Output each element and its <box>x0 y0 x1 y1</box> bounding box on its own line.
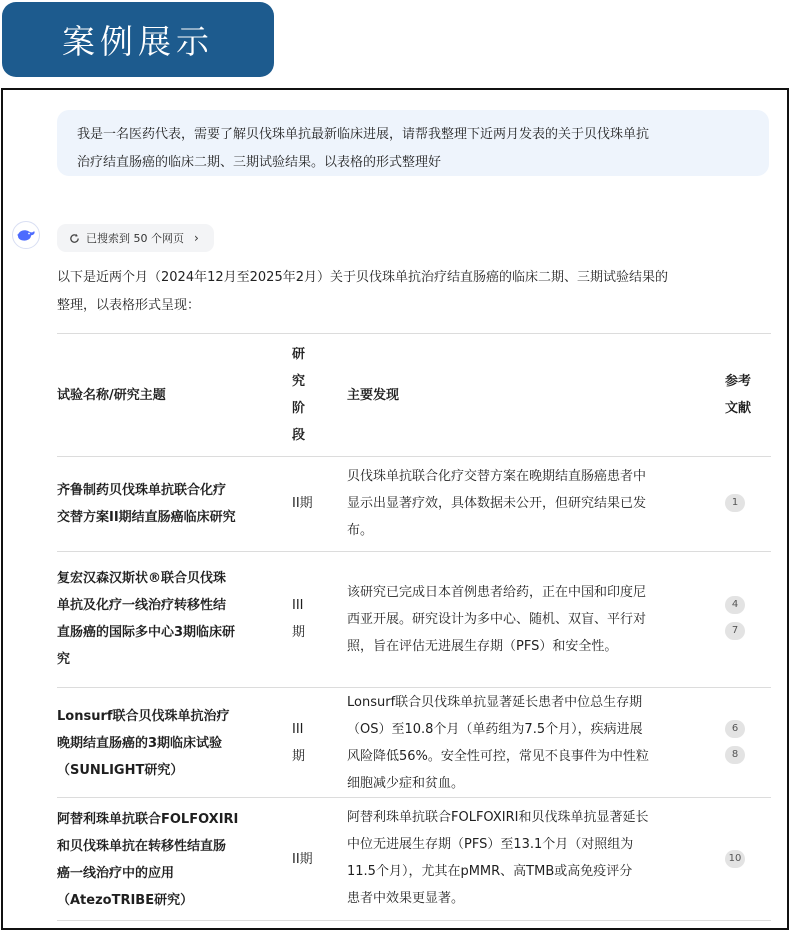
trial-name-line: 齐鲁制药贝伐珠单抗联合化疗 <box>57 483 227 498</box>
header-refs-line: 文献 <box>725 401 752 416</box>
user-message-bubble <box>57 110 769 176</box>
citation-badge[interactable]: 7 <box>725 622 745 640</box>
header-refs-line: 参考 <box>725 374 752 389</box>
trial-findings <box>347 579 707 660</box>
header-stage-char: 阶 <box>292 401 306 416</box>
trial-stage-line: II期 <box>292 496 313 511</box>
trial-name-line: 晚期结直肠癌的3期临床试验 <box>57 736 223 751</box>
findings-line: （OS）至10.8个月（单药组为7.5个月），疾病进展 <box>347 722 643 737</box>
trial-refs <box>725 846 771 872</box>
chevron-right-icon: › <box>194 231 199 245</box>
findings-line: 照，旨在评估无进展生存期（PFS）和安全性。 <box>347 639 618 654</box>
citation-badge[interactable]: 6 <box>725 720 745 738</box>
citation-badge[interactable]: 10 <box>725 850 745 868</box>
trial-name-line: （AtezoTRIBE研究） <box>57 893 194 908</box>
banner-title: 案例展示 <box>2 2 274 77</box>
trial-name-line: 单抗及化疗一线治疗转移性结 <box>57 598 227 613</box>
findings-line: 阿替利珠单抗联合FOLFOXIRI和贝伐珠单抗显著延长 <box>347 810 649 825</box>
trial-name <box>57 806 275 914</box>
trial-name-line: 癌一线治疗中的应用 <box>57 866 175 881</box>
trial-stage-line: III <box>292 722 304 737</box>
trial-name-line: 复宏汉森汉斯状®联合贝伐珠 <box>57 571 227 586</box>
trial-refs <box>725 592 771 644</box>
citation-badge[interactable]: 8 <box>725 746 745 764</box>
trial-name <box>57 565 275 673</box>
table-row <box>57 797 771 921</box>
trial-name-line: Lonsurf联合贝伐珠单抗治疗 <box>57 709 230 724</box>
findings-line: 显示出显著疗效，具体数据未公开，但研究结果已发 <box>347 496 647 511</box>
trial-name-line: 阿替利珠单抗联合FOLFOXIRI <box>57 812 239 827</box>
intro-line: 整理，以表格形式呈现： <box>57 298 201 313</box>
table-row <box>57 456 771 551</box>
table-row <box>57 687 771 797</box>
search-chip-label: 已搜索到 50 个网页 <box>86 232 184 245</box>
trial-stage-line: 期 <box>292 749 306 764</box>
search-results-button[interactable] <box>57 224 214 252</box>
citation-badge[interactable]: 4 <box>725 596 745 614</box>
trial-name-line: 究 <box>57 652 71 667</box>
findings-line: 西亚开展。研究设计为多中心、随机、双盲、平行对 <box>347 612 647 627</box>
trial-findings <box>347 463 707 544</box>
results-table <box>57 333 771 921</box>
chat-screenshot-frame <box>1 88 789 930</box>
refresh-search-icon <box>69 233 80 244</box>
findings-line: 布。 <box>347 523 374 538</box>
trial-stage-line: II期 <box>292 852 313 867</box>
header-stage <box>292 341 318 449</box>
citation-badge[interactable]: 1 <box>725 494 745 512</box>
trial-name-line: 和贝伐珠单抗在转移性结直肠 <box>57 839 227 854</box>
trial-stage <box>292 846 318 873</box>
trial-stage-line: III <box>292 598 304 613</box>
findings-line: 患者中效果更显著。 <box>347 891 465 906</box>
trial-name <box>57 477 275 531</box>
assistant-intro <box>57 264 769 320</box>
trial-name-line: 交替方案II期结直肠癌临床研究 <box>57 510 236 525</box>
header-stage-char: 研 <box>292 347 306 362</box>
trial-stage-line: 期 <box>292 625 306 640</box>
user-message-line: 治疗结直肠癌的临床二期、三期试验结果。以表格的形式整理好 <box>77 155 442 170</box>
user-message-line: 我是一名医药代表，需要了解贝伐珠单抗最新临床进展，请帮我整理下近两月发表的关于贝伐珠单抗 <box>77 127 650 142</box>
trial-refs <box>725 716 771 768</box>
findings-line: 中位无进展生存期（PFS）至13.1个月（对照组为 <box>347 837 634 852</box>
intro-line: 以下是近两个月（2024年12月至2025年2月）关于贝伐珠单抗治疗结直肠癌的临床二期、三期试验结果的 <box>57 270 668 285</box>
trial-name-line: 直肠癌的国际多中心3期临床研 <box>57 625 236 640</box>
findings-line: 风险降低56%。安全性可控，常见不良事件为中性粒 <box>347 749 649 764</box>
header-stage-char: 究 <box>292 374 306 389</box>
findings-line: 贝伐珠单抗联合化疗交替方案在晚期结直肠癌患者中 <box>347 469 647 484</box>
header-name: 试验名称/研究主题 <box>57 388 166 403</box>
findings-line: 该研究已完成日本首例患者给药，正在中国和印度尼 <box>347 585 647 600</box>
whale-icon <box>16 227 36 243</box>
trial-findings <box>347 804 707 912</box>
trial-stage <box>292 716 318 770</box>
findings-line: Lonsurf联合贝伐珠单抗显著延长患者中位总生存期 <box>347 695 643 710</box>
findings-line: 11.5个月），尤其在pMMR、高TMB或高免疫评分 <box>347 864 633 879</box>
table-header-row <box>57 333 771 456</box>
table-row <box>57 551 771 687</box>
trial-refs <box>725 490 771 516</box>
trial-stage <box>292 592 318 646</box>
findings-line: 细胞减少症和贫血。 <box>347 776 465 791</box>
header-findings: 主要发现 <box>347 388 400 403</box>
header-refs <box>725 368 771 422</box>
assistant-avatar <box>12 221 40 249</box>
trial-stage <box>292 490 318 517</box>
header-stage-char: 段 <box>292 428 306 443</box>
trial-findings <box>347 689 707 797</box>
trial-name-line: （SUNLIGHT研究） <box>57 763 184 778</box>
trial-name <box>57 703 275 784</box>
